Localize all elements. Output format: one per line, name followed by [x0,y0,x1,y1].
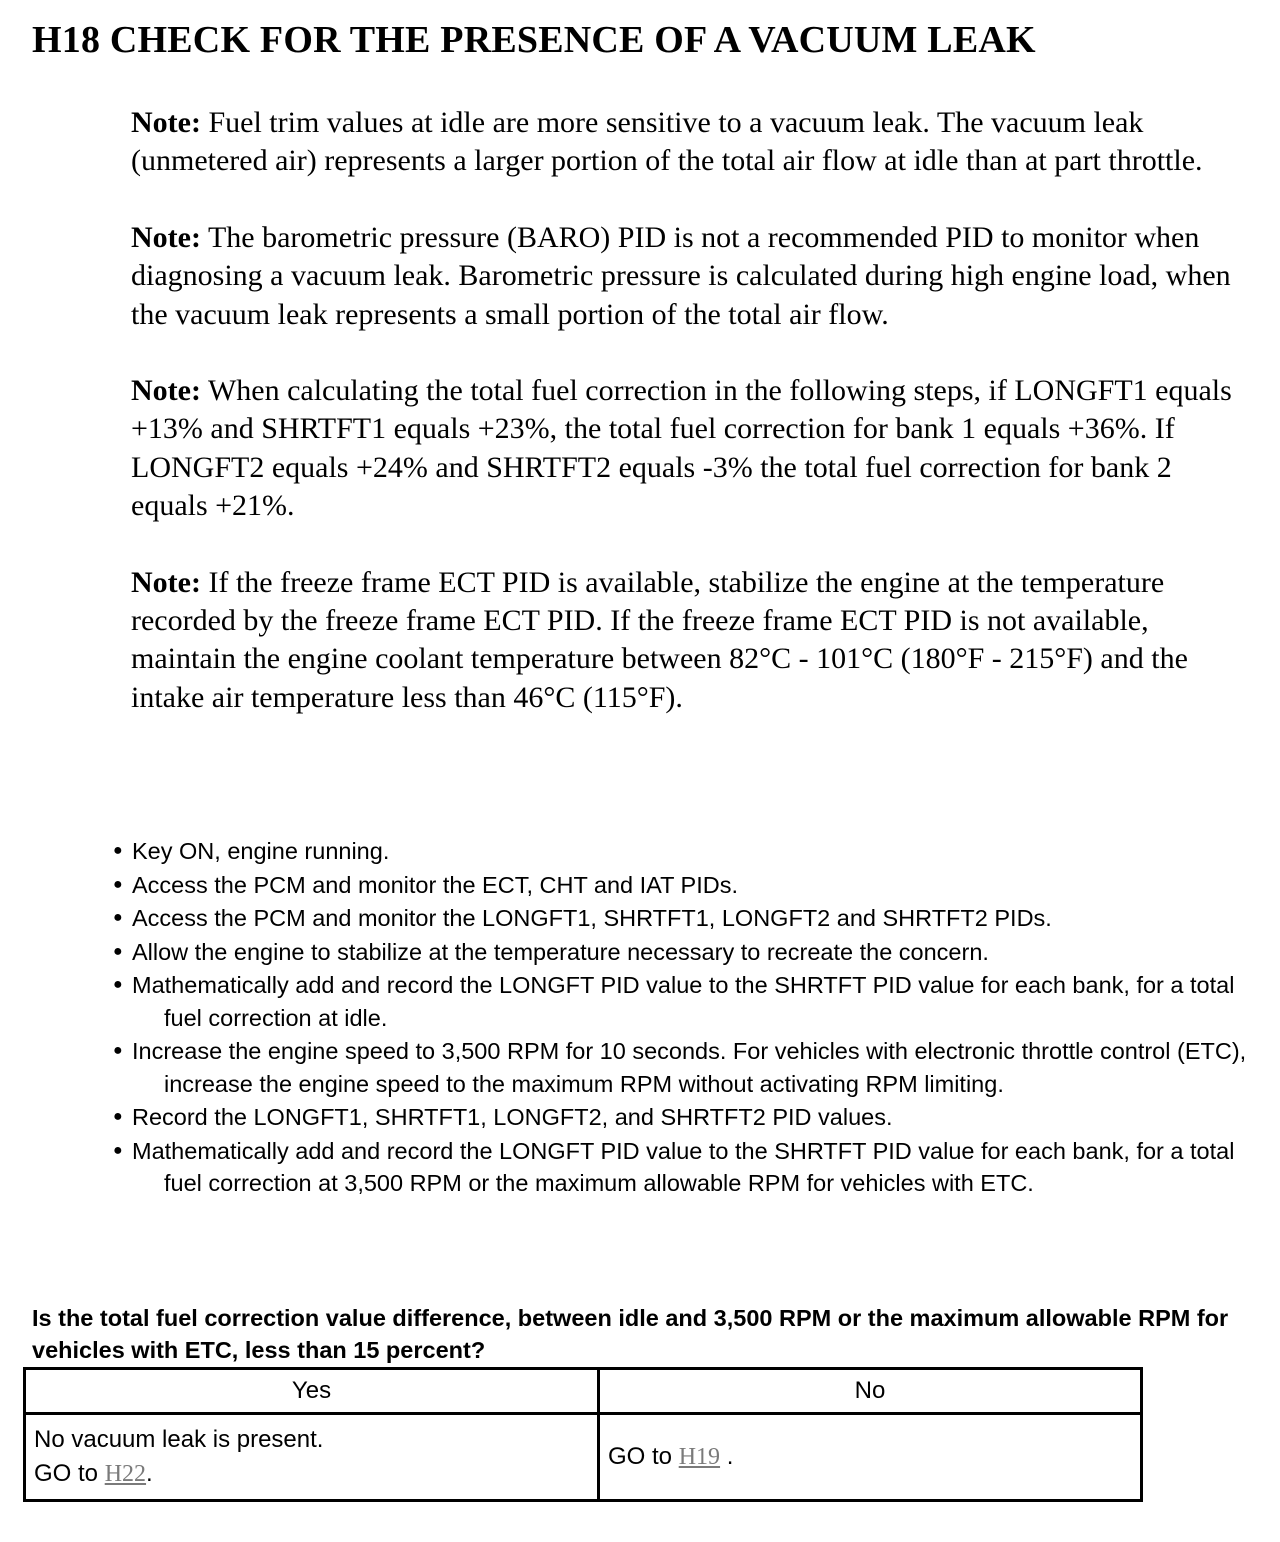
procedure-steps [113,835,1253,1201]
bullet-icon: ● [113,842,123,859]
note-label: Note: [131,565,201,599]
yes-cell [25,1414,599,1501]
step-item [113,936,1253,969]
no-cell [599,1414,1142,1501]
yes-header: Yes [25,1369,599,1414]
note [131,564,1241,718]
bullet-icon: ● [113,1141,123,1159]
note-label: Note: [131,374,201,408]
note-text: If the freeze frame ECT PID is available, stabilize the engine at the temperature recorded by the freeze frame ECT PID. If the freeze frame ECT PID is not available, maintain the engine coolant temperature between 82°C - 101°C (180°F - 215°F) and the intake air temperature less than 46°C (115°F). [131,565,1188,714]
bullet-icon: ● [113,976,123,993]
decision-question: Is the total fuel correction value difference, between idle and 3,500 RPM or the maximum allowable RPM for vehicles with ETC, less than 15 percent? [32,1305,1229,1363]
bullet-icon: ● [113,875,123,893]
note [131,104,1241,181]
goto-h22-link[interactable]: H22 [104,1461,147,1487]
step-text: Key ON, engine running. [132,838,390,864]
no-header: No [599,1369,1142,1414]
note-text: When calculating the total fuel correction in the following steps, if LONGFT1 equals +13% and SHRTFT1 equals +23%, the total fuel correction for bank 1 equals +36%. If LONGFT2 equals +24% and SHRTFT2 equals -3% the total fuel correction for bank 2 equals +21%. [131,374,1232,523]
note-text: Fuel trim values at idle are more sensitive to a vacuum leak. The vacuum leak (unmetered air) represents a larger portion of the total air flow at idle than at part throttle. [131,106,1203,178]
step-text: Mathematically add and record the LONGFT PID value to the SHRTFT PID value for each bank, for a total fuel correction at idle. [132,972,1235,1031]
step-item [113,835,1253,868]
yes-result-text: No vacuum leak is present. [34,1426,324,1453]
step-item [113,1135,1253,1200]
step-item [113,1035,1253,1100]
no-goto-prefix: GO to [608,1443,673,1470]
step-item [113,1101,1253,1134]
bullet-icon: ● [113,909,123,926]
bullet-icon: ● [113,1042,123,1059]
note [131,372,1241,526]
step-item [113,869,1253,902]
no-goto-suffix: . [726,1443,734,1470]
notes-section [131,104,1241,755]
page-title: H18 CHECK FOR THE PRESENCE OF A VACUUM LEAK [32,19,1036,61]
note [131,219,1241,334]
step-item [113,969,1253,1034]
bullet-icon: ● [113,942,123,960]
step-text: Allow the engine to stabilize at the temperature necessary to recreate the concern. [132,938,989,965]
step-text: Access the PCM and monitor the LONGFT1, SHRTFT1, LONGFT2 and SHRTFT2 PIDs. [132,905,1052,931]
note-label: Note: [131,220,201,254]
step-text: Increase the engine speed to 3,500 RPM for 10 seconds. For vehicles with electronic throttle control (ETC), increase the engine speed to the maximum RPM without activating RPM limiting. [132,1038,1247,1097]
step-text: Record the LONGFT1, SHRTFT1, LONGFT2, and SHRTFT2 PID values. [132,1104,893,1130]
goto-h19-link[interactable]: H19 [678,1444,721,1470]
step-item [113,902,1253,935]
yes-goto-suffix: . [146,1460,153,1487]
step-text: Access the PCM and monitor the ECT, CHT and IAT PIDs. [132,871,739,898]
note-text: The barometric pressure (BARO) PID is not a recommended PID to monitor when diagnosing a vacuum leak. Barometric pressure is calculated during high engine load, when the vacuum leak represents a small portion of the total air flow. [131,220,1231,331]
yes-goto-prefix: GO to [34,1460,99,1487]
step-text: Mathematically add and record the LONGFT PID value to the SHRTFT PID value for each bank, for a total fuel correction at 3,500 RPM or the maximum allowable RPM for vehicles with ETC. [132,1137,1235,1196]
answer-table [23,1367,1143,1502]
note-label: Note: [131,106,201,139]
bullet-icon: ● [113,1108,123,1125]
